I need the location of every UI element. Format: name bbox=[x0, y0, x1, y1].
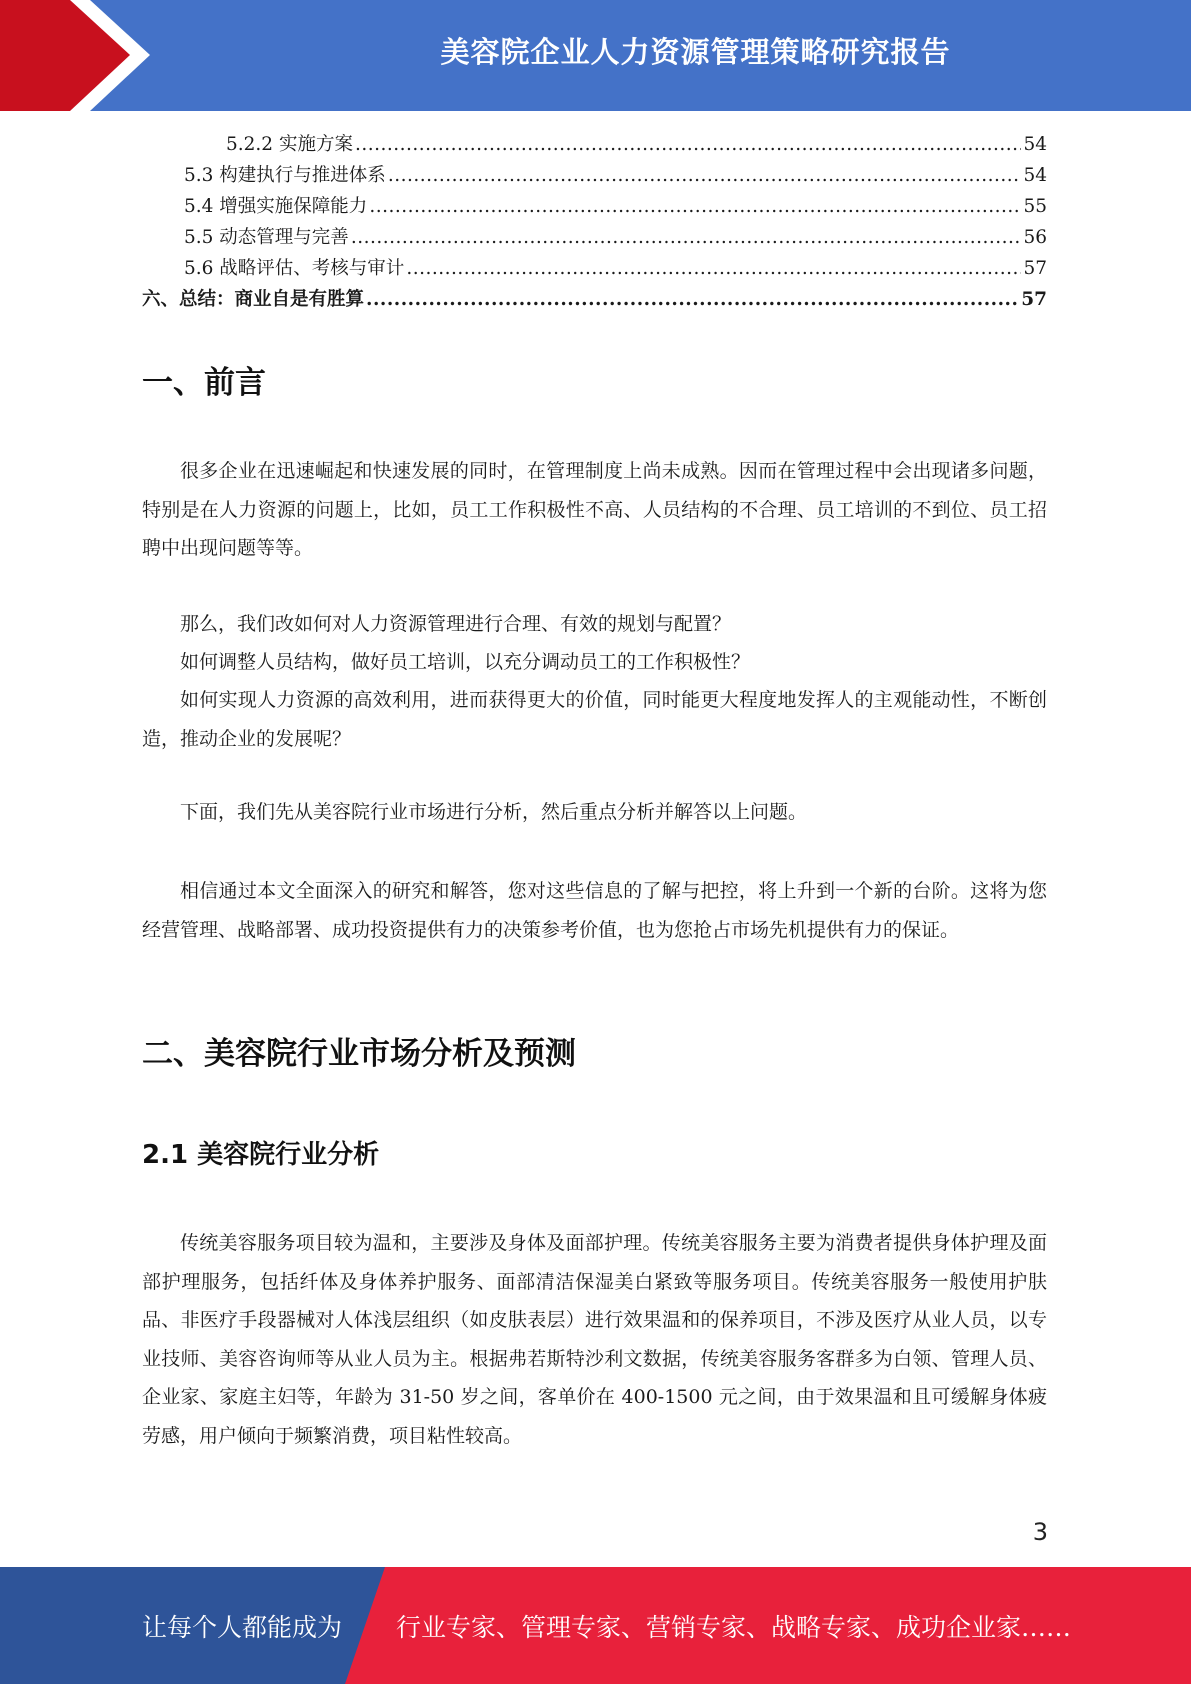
toc-entry[interactable] bbox=[142, 191, 1047, 222]
section-heading-market-analysis: 二、美容院行业市场分析及预测 bbox=[142, 1036, 576, 1072]
toc-entry-label: 六、总结：商业自是有胜算 bbox=[142, 289, 365, 310]
body-paragraph: 相信通过本文全面深入的研究和解答，您对这些信息的了解与把控，将上升到一个新的台阶。这将为您经营管理、战略部署、成功投资提供有力的决策参考价值，也为您抢占市场先机提供有力的保证。 bbox=[142, 880, 1047, 941]
body-paragraph: 如何调整人员结构，做好员工培训，以充分调动员工的工作积极性？ bbox=[180, 651, 751, 673]
toc-entry[interactable] bbox=[142, 222, 1047, 253]
toc-leader-dots bbox=[355, 129, 1022, 160]
toc-entry-page: 54 bbox=[1023, 165, 1047, 186]
toc-entry-label: 5.6 战略评估、考核与审计 bbox=[184, 258, 405, 279]
body-paragraph: 下面，我们先从美容院行业市场进行分析，然后重点分析并解答以上问题。 bbox=[180, 801, 808, 823]
table-of-contents bbox=[142, 129, 1047, 315]
toc-leader-dots bbox=[369, 191, 1021, 222]
toc-leader-dots bbox=[388, 160, 1022, 191]
toc-entry-label: 5.3 构建执行与推进体系 bbox=[184, 165, 386, 186]
page-footer bbox=[0, 1567, 1191, 1684]
toc-entry-label: 5.2.2 实施方案 bbox=[226, 134, 353, 155]
body-paragraph: 很多企业在迅速崛起和快速发展的同时，在管理制度上尚未成熟。因而在管理过程中会出现诸多问题，特别是在人力资源的问题上，比如，员工工作积极性不高、人员结构的不合理、员工培训的不到位、员工招聘中出现问题等等。 bbox=[142, 460, 1047, 559]
toc-entry-label: 5.5 动态管理与完善 bbox=[184, 227, 349, 248]
body-paragraph: 传统美容服务项目较为温和，主要涉及身体及面部护理。传统美容服务主要为消费者提供身体护理及面部护理服务，包括纤体及身体养护服务、面部清洁保湿美白紧致等服务项目。传统美容服务一般使用护肤品、非医疗手段器械对人体浅层组织（如皮肤表层）进行效果温和的保养项目，不涉及医疗从业人员，以专业技师、美容咨询师等从业人员为主。根据弗若斯特沙利文数据，传统美容服务客群多为白领、管理人员、企业家、家庭主妇等，年龄为 31-50 岁之间，客单价在 400-1500 元之间，由于效果温和且可缓解身体疲劳感，用户倾向于频繁消费，项目粘性较高。 bbox=[142, 1232, 1047, 1447]
toc-entry[interactable] bbox=[142, 284, 1047, 315]
footer-slogan-right: 行业专家、管理专家、营销专家、战略专家、成功企业家…… bbox=[396, 1612, 1072, 1642]
toc-leader-dots bbox=[366, 284, 1019, 315]
toc-entry[interactable] bbox=[142, 129, 1047, 160]
subsection-heading: 2.1 美容院行业分析 bbox=[142, 1140, 380, 1170]
toc-entry-page: 57 bbox=[1023, 258, 1047, 279]
page-header bbox=[0, 0, 1191, 111]
report-title: 美容院企业人力资源管理策略研究报告 bbox=[440, 34, 951, 69]
toc-entry-label: 5.4 增强实施保障能力 bbox=[184, 196, 368, 217]
toc-entry[interactable] bbox=[142, 160, 1047, 191]
toc-entry-page: 54 bbox=[1023, 134, 1047, 155]
body-paragraph: 如何实现人力资源的高效利用，进而获得更大的价值，同时能更大程度地发挥人的主观能动性，不断创造，推动企业的发展呢？ bbox=[142, 689, 1047, 750]
page-number: 3 bbox=[1032, 1518, 1048, 1546]
toc-entry-page: 55 bbox=[1023, 196, 1047, 217]
toc-entry-page: 57 bbox=[1021, 289, 1047, 310]
toc-leader-dots bbox=[406, 253, 1021, 284]
toc-leader-dots bbox=[351, 222, 1022, 253]
body-paragraph: 那么，我们改如何对人力资源管理进行合理、有效的规划与配置？ bbox=[180, 613, 732, 635]
section-heading-preface: 一、前言 bbox=[142, 365, 266, 401]
footer-slogan-left: 让每个人都能成为 bbox=[142, 1612, 343, 1642]
toc-entry[interactable] bbox=[142, 253, 1047, 284]
toc-entry-page: 56 bbox=[1023, 227, 1047, 248]
